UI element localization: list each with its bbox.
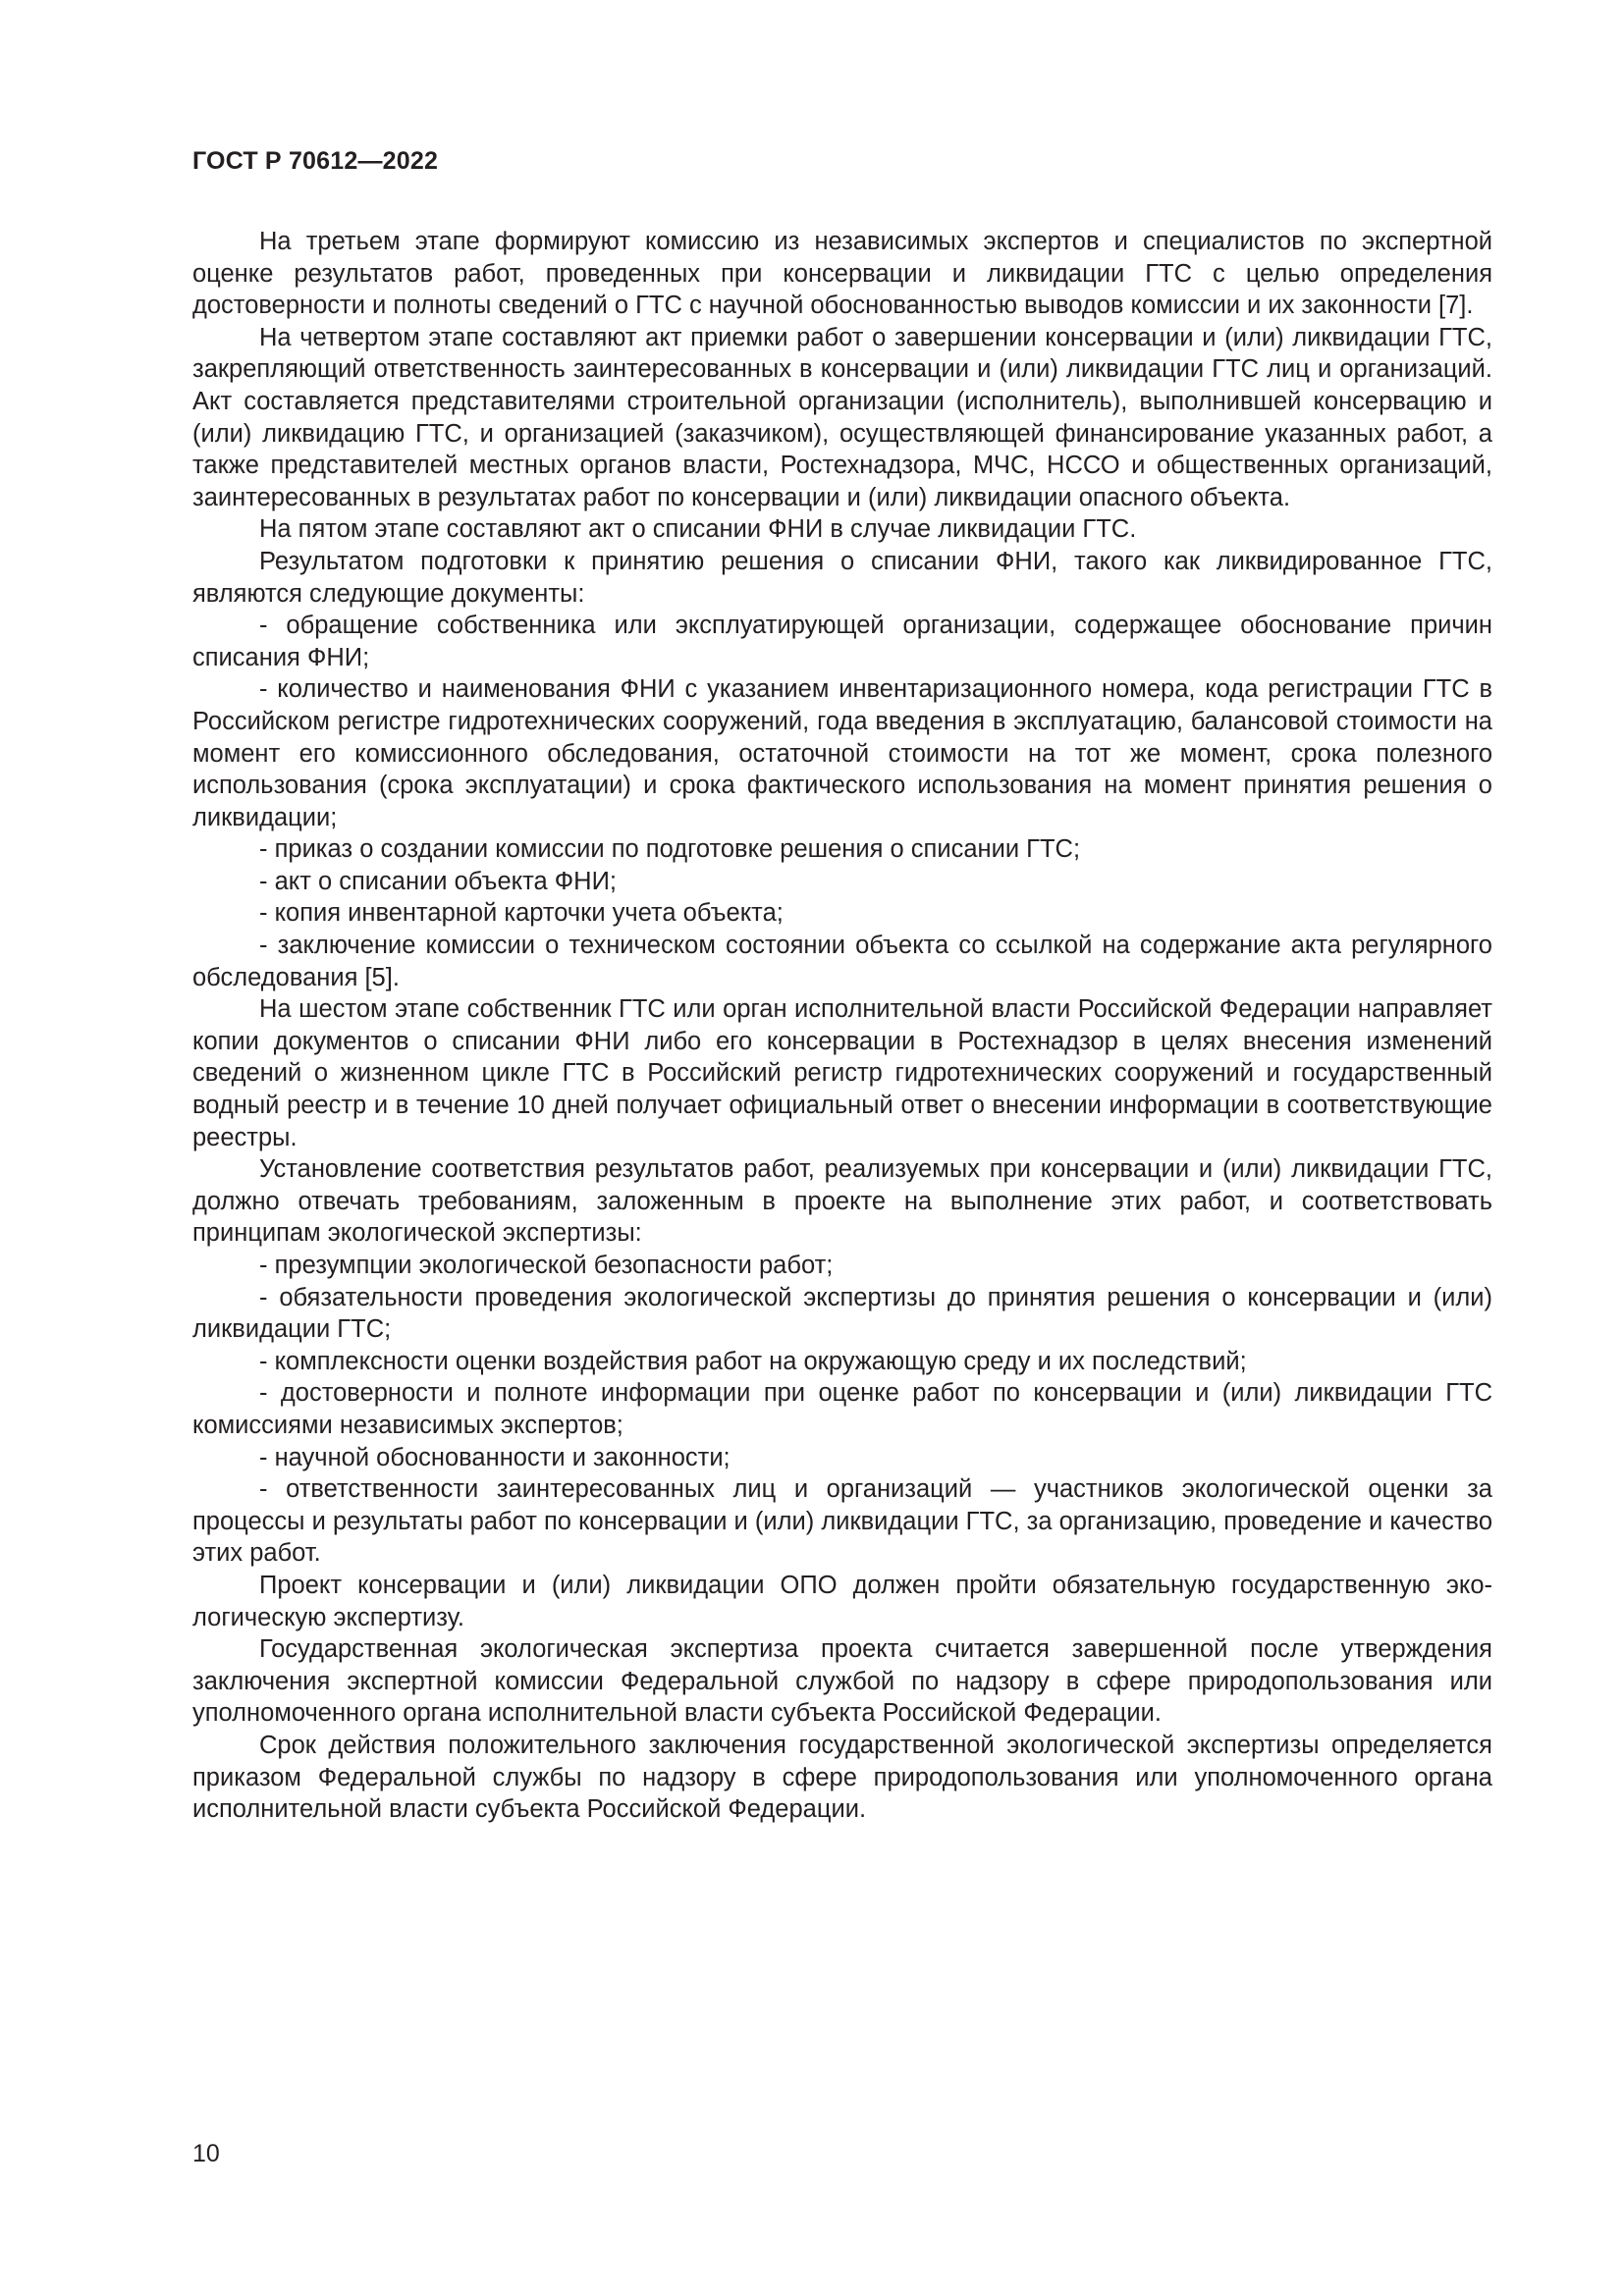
paragraph: На четвертом этапе составляют акт приемки работ о завершении консервации и (или) ликвидации ГТС, закрепляющий ответственность заинтересованных в консервации и (или) ликвидации ГТС лиц и организаций. Акт составляется представителями строительной организации (исполнитель), выполнившей консервацию и (или) ликвидацию ГТС, и организацией (заказчиком), осуществляющей финансирование указанных работ, а также представителей местных органов власти, Ростехнадзора, МЧС, НССО и общественных организаций, заинтересованных в результатах работ по консервации и (или) ликвидации опасного объекта.	[192, 323, 1492, 511]
list-item: - комплексности оценки воздействия работ на окружающую среду и их последствий;	[259, 1347, 1247, 1375]
paragraph: Срок действия положительного заключения государственной экологической экспертизы определяется приказом Федеральной службы по надзору в сфере природопользования или уполномоченного органа исполнительной власти субъекта Российской Федерации.	[192, 1731, 1492, 1824]
list-item: - акт о списании объекта ФНИ;	[259, 867, 617, 895]
page-number: 10	[192, 2140, 220, 2167]
list-item: - научной обоснованности и законности;	[259, 1443, 731, 1471]
list-item: - количество и наименования ФНИ с указанием инвентаризационного номера, кода регистрации ГТС в Российском регистре гидротехнических сооружений, года введения в эксплуатацию, балансовой стоимости на момент его комиссионного обследования, остаточной стоимости на тот же момент, срока полезного использования (срока эксплуатации) и срока фактического использования на момент принятия решения о ликвидации;	[192, 675, 1492, 831]
list-item: - ответственности заинтересованных лиц и организаций — участников экологической оценки за процессы и результаты работ по консервации и (или) ликвидации ГТС, за организацию, проведение и качество этих работ.	[192, 1475, 1492, 1568]
list-item: - заключение комиссии о техническом состоянии объекта со ссылкой на содержание акта регулярного обследования [5].	[192, 932, 1492, 991]
document-body	[192, 226, 1492, 1826]
list-item: - обязательности проведения экологической экспертизы до принятия решения о консервации и (или) ликвидации ГТС;	[192, 1283, 1492, 1344]
paragraph: На шестом этапе собственник ГТС или орган исполнительной власти Российской Федерации направляет копии документов о списании ФНИ либо его консервации в Ростехнадзор в целях внесения изменений сведений о жизненном цикле ГТС в Российский регистр гидротехнических сооружений и государственный водный реестр и в течение 10 дней получает официальный ответ о внесении информации в соответствующие реестры.	[192, 995, 1492, 1151]
paragraph: На третьем этапе формируют комиссию из независимых экспертов и специалистов по экспертной оценке результатов работ, проведенных при консервации и ликвидации ГТС с целью определения достоверности и полноты сведений о ГТС с научной обоснованностью выводов комиссии и их законности [7].	[192, 228, 1492, 320]
paragraph: Проект консервации и (или) ликвидации ОПО должен пройти обязательную государственную экологическую экспертизу.	[192, 1571, 1492, 1631]
paragraph: Установление соответствия результатов работ, реализуемых при консервации и (или) ликвидации ГТС, должно отвечать требованиям, заложенным в проекте на выполнение этих работ, и соответствовать принципам экологической экспертизы:	[192, 1155, 1492, 1248]
list-item: - обращение собственника или эксплуатирующей организации, содержащее обоснование причин списания ФНИ;	[192, 612, 1492, 671]
paragraph: Результатом подготовки к принятию решения о списании ФНИ, такого как ликвидированное ГТС, являются следующие документы:	[192, 547, 1492, 608]
paragraph: Государственная экологическая экспертиза проекта считается завершенной после утверждения заключения экспертной комиссии Федеральной службой по надзору в сфере природопользования или уполномоченного органа исполнительной власти субъекта Российской Федерации.	[192, 1635, 1492, 1728]
list-item: - приказ о создании комиссии по подготовке решения о списании ГТС;	[259, 835, 1081, 864]
list-item: - достоверности и полноте информации при оценке работ по консервации и (или) ликвидации ГТС комиссиями независимых экспертов;	[192, 1379, 1492, 1439]
document-header-code: ГОСТ Р 70612—2022	[192, 147, 439, 175]
paragraph: На пятом этапе составляют акт о списании ФНИ в случае ликвидации ГТС.	[259, 515, 1137, 544]
list-item: - копия инвентарной карточки учета объекта;	[259, 899, 784, 928]
list-item: - презумпции экологической безопасности работ;	[259, 1252, 834, 1279]
